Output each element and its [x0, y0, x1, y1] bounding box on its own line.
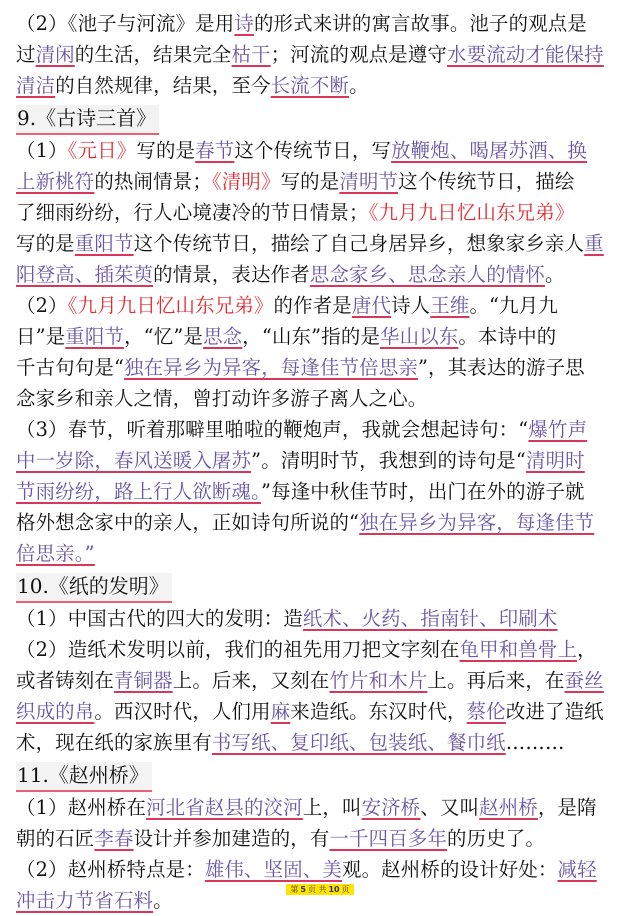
body-text: 上，叫: [302, 796, 362, 819]
text-line: [16, 290, 626, 321]
text-line: [16, 135, 626, 166]
answer-text: 清明节: [339, 170, 399, 193]
body-text: （1）: [16, 139, 68, 162]
text-line: [16, 445, 626, 476]
answer-text: 诗: [234, 12, 254, 35]
text-line: [16, 792, 626, 823]
answer-text: 唐代: [351, 294, 392, 317]
answer-text: 水要流动才能保持: [447, 43, 604, 66]
body-text: 的历史了。: [447, 827, 545, 850]
text-line: [16, 823, 626, 854]
text-line: [16, 665, 626, 696]
answer-text: 赵州桥: [479, 796, 538, 819]
body-text: （2）《池子与河流》是用: [16, 12, 235, 35]
section-heading-row: [16, 758, 626, 792]
body-text: （2）赵州桥特点是：: [16, 858, 205, 881]
answer-text: 一千四百多年: [329, 827, 448, 850]
answer-text: 书写纸、复印纸、包装纸、餐巾纸: [211, 731, 506, 754]
body-text: 。: [544, 263, 565, 286]
body-text: 的情景，表达作者: [153, 263, 310, 286]
body-text: 设计并参加建造的，有: [133, 827, 330, 850]
answer-text: 爆竹声: [528, 418, 588, 441]
text-line: [16, 70, 626, 101]
answer-text: 思念家乡、思念亲人的情怀: [309, 263, 545, 286]
answer-text: 独在异乡为异客，每逢佳节: [359, 511, 595, 534]
body-text: 术，现在纸的家族里有: [16, 731, 212, 754]
body-text: 、又叫: [420, 796, 480, 819]
answer-text: 蔡伦: [466, 700, 506, 723]
body-text: 的热闹情景；: [94, 170, 212, 193]
answer-text: 上新桃符: [16, 170, 95, 193]
body-text: 写的是: [280, 170, 340, 193]
text-line: [16, 352, 626, 383]
body-text: 过: [16, 43, 36, 66]
answer-text: 枯干: [231, 43, 271, 66]
body-text: ，“山东”指的是: [242, 325, 381, 348]
title-text: 《九月九日忆山东兄弟》: [368, 201, 575, 224]
answer-text: 麻: [270, 700, 291, 723]
body-text: 格外想念家中的亲人，正如诗句所说的“: [16, 511, 360, 534]
body-text: ………: [505, 731, 565, 754]
page-number-badge: [286, 884, 353, 895]
pager-text: 页: [341, 885, 350, 894]
answer-text: 重: [584, 232, 604, 255]
body-text: 上。后来，又刻在: [172, 669, 330, 692]
body-text: 来造纸。东汉时代，: [290, 700, 467, 723]
answer-text: 重阳节: [65, 325, 125, 348]
text-line: [16, 228, 626, 259]
answer-text: 思念: [203, 325, 243, 348]
text-line: [16, 476, 626, 507]
text-line: [16, 166, 626, 197]
body-text: 改进了造纸: [505, 700, 604, 723]
text-line: [16, 727, 626, 758]
body-text: ，: [577, 638, 597, 661]
answer-text: 清洁: [16, 74, 56, 97]
text-line: [16, 383, 626, 414]
text-line: [16, 538, 626, 569]
answer-text: 雄伟、坚固、美: [204, 858, 342, 881]
title-text: 《清明》: [211, 170, 281, 193]
body-text: 千古句句是“: [16, 356, 125, 379]
text-line: [16, 634, 626, 665]
current-page: 5: [300, 885, 306, 894]
pager-text: 第: [290, 885, 299, 894]
answer-text: 王维: [430, 294, 470, 317]
body-text: 。西汉时代，人们用: [94, 700, 271, 723]
text-line: [16, 8, 626, 39]
body-text: 。: [153, 889, 173, 912]
answer-text: 蚕丝: [564, 669, 604, 692]
answer-text: 青铜器: [113, 669, 173, 692]
body-text: （2）造纸术发明以前，我们的祖先用刀把文字刻在: [16, 638, 460, 661]
text-line: [16, 414, 626, 445]
body-text: 朝的石匠: [16, 827, 95, 850]
text-body: [16, 8, 626, 916]
text-line: [16, 197, 626, 228]
text-line: [16, 321, 626, 352]
body-text: （3）春节，听着那噼里啪啦的鞭炮声，我就会想起诗句：“: [16, 418, 529, 441]
body-text: 。本诗中的: [458, 325, 557, 348]
text-line: [16, 603, 626, 634]
answer-text: 放鞭炮、喝屠苏酒、换: [391, 139, 587, 162]
text-line: [16, 696, 626, 727]
body-text: 诗人: [391, 294, 431, 317]
body-text: 写的是: [16, 232, 75, 255]
section-heading: [16, 762, 152, 792]
heading-text: 10.《纸的发明》: [17, 574, 169, 598]
body-text: 念家乡和亲人之情，曾打动许多游子离人之心。: [16, 387, 428, 410]
answer-text: 倍思亲。”: [16, 542, 95, 565]
section-heading-row: [16, 101, 626, 135]
answer-text: 龟甲和兽骨上: [459, 638, 578, 661]
answer-text: 春节: [195, 139, 235, 162]
answer-text: 节雨纷纷，路上行人欲断魂。: [16, 480, 261, 503]
title-text: 《九月九日忆山东兄弟》: [67, 294, 274, 317]
answer-text: 清明时: [526, 449, 585, 472]
body-text: ”。清明时节，我想到的诗句是“: [251, 449, 526, 472]
body-text: 或者铸刻在: [16, 669, 114, 692]
answer-text: 纸术、火药、指南针、印刷术: [302, 607, 558, 630]
text-line: [16, 39, 626, 70]
body-text: ”，其表达的游子思: [417, 356, 585, 379]
answer-text: 织成的帛: [16, 700, 95, 723]
total-pages: 10: [328, 885, 340, 894]
pager-text: 页 共: [307, 885, 327, 894]
body-text: 的生活，结果完全: [74, 43, 232, 66]
body-text: 这个传统节日，描绘: [398, 170, 575, 193]
section-heading-row: [16, 569, 626, 603]
body-text: （2）: [16, 294, 68, 317]
answer-text: 安济桥: [361, 796, 421, 819]
answer-text: 清闲: [35, 43, 75, 66]
answer-text: 李春: [94, 827, 134, 850]
body-text: 的形式来讲的寓言故事。池子的观点是: [253, 12, 587, 35]
heading-text: 9.《古诗三首》: [17, 106, 157, 130]
answer-text: 冲击力节省石料: [16, 889, 154, 912]
body-text: 。“九月九: [469, 294, 558, 317]
answer-text: 独在异乡为异客，每逢佳节倍思亲: [124, 356, 418, 379]
answer-text: 重阳节: [74, 232, 134, 255]
body-text: （1）赵州桥在: [16, 796, 147, 819]
body-text: 写的是: [136, 139, 196, 162]
body-text: 了细雨纷纷，行人心境凄冷的节日情景；: [16, 201, 369, 224]
title-text: 《元日》: [67, 139, 137, 162]
body-text: ”每逢中秋佳节时，出门在外的游子就: [260, 480, 585, 503]
answer-text: 竹片和木片: [329, 669, 428, 692]
body-text: 这个传统节日，描绘了自己身居异乡，想象家乡亲人: [133, 232, 585, 255]
section-heading: [16, 573, 172, 603]
body-text: ，是隋: [537, 796, 597, 819]
page-footer: [0, 884, 640, 895]
body-text: 上。再后来，在: [427, 669, 565, 692]
answer-text: 中一岁除，春风送暖入屠苏: [16, 449, 252, 472]
text-line: [16, 854, 626, 885]
text-line: [16, 259, 626, 290]
answer-text: 华山以东: [380, 325, 459, 348]
answer-text: 长流不断: [270, 74, 350, 97]
text-line: [16, 507, 626, 538]
body-text: ，“忆”是: [124, 325, 204, 348]
body-text: 观。赵州桥的设计好处：: [342, 858, 558, 881]
answer-text: 减轻: [557, 858, 597, 881]
answer-text: 阳登高、插茱萸: [16, 263, 154, 286]
section-heading: [16, 105, 159, 135]
body-text: ；河流的观点是遵守: [270, 43, 448, 66]
body-text: 的作者是: [273, 294, 352, 317]
answer-text: 河北省赵县的洨河: [146, 796, 303, 819]
body-text: 这个传统节日，写: [234, 139, 392, 162]
body-text: 日”是: [16, 325, 66, 348]
heading-text: 11.《赵州桥》: [17, 763, 149, 787]
body-text: （1）中国古代的四大的发明：造: [16, 607, 303, 630]
body-text: 的自然规律，结果，至今: [55, 74, 271, 97]
body-text: 。: [349, 74, 369, 97]
